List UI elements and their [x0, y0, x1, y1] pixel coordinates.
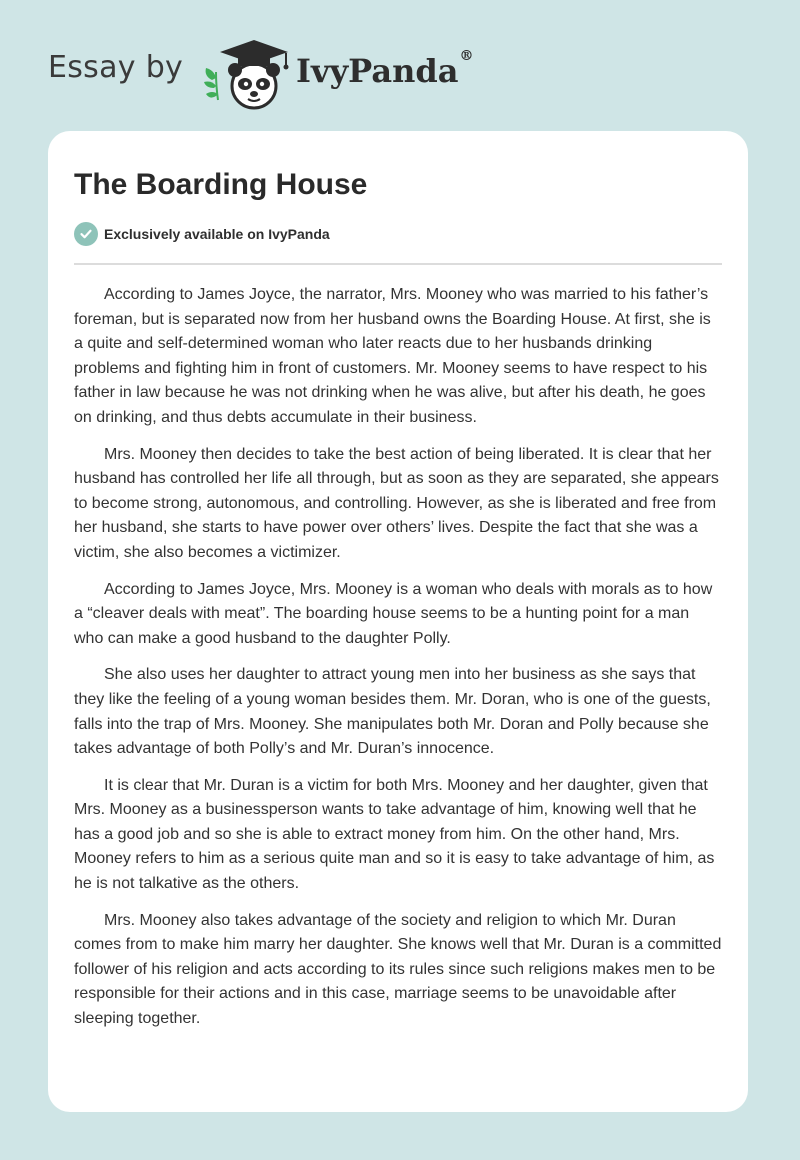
exclusive-badge — [74, 221, 722, 247]
essay-body — [74, 283, 722, 1032]
essay-title: The Boarding House — [74, 168, 368, 201]
exclusive-badge-text: Exclusively available on IvyPanda — [104, 226, 330, 242]
brand-text: IvyPanda — [296, 52, 459, 90]
essay-paragraph: Mrs. Mooney also takes advantage of the society and religion to which Mr. Duran comes from to make him marry her daughter. She knows well that Mr. Duran is a committed follower of his religion and acts according to its rules since such religions makes men to be responsible for their actions and in this case, marriage seems to be unavoidable after sleeping together. — [74, 911, 722, 1028]
essay-card — [48, 131, 748, 1112]
title-divider — [74, 263, 722, 265]
essay-by-label: Essay by — [48, 50, 184, 85]
ivypanda-logo-icon[interactable] — [202, 36, 294, 110]
brand-name[interactable] — [296, 48, 474, 90]
essay-paragraph: It is clear that Mr. Duran is a victim for both Mrs. Mooney and her daughter, given that Mrs. Mooney as a businessperson wants to take advantage of him, knowing well that he has a good job and so she is able to extract money from him. On the other hand, Mrs. Mooney refers to him as a serious quite man and so it is easy to take advantage of him, as he is not talkative as the others. — [74, 776, 715, 893]
registered-mark: ® — [459, 48, 474, 64]
essay-paragraph: According to James Joyce, the narrator, Mrs. Mooney who was married to his father’s foreman, but is separated now from her husband owns the Boarding House. At first, she is a quite and self-determined woman who later reacts due to her husbands drinking problems and fighting him in front of customers. Mr. Mooney seems to have respect to his father in law because he was not drinking when he was alive, but after his death, he goes on drinking, and thus debts accumulate in their business. — [74, 286, 711, 426]
ivy-leaf-icon — [204, 68, 218, 100]
essay-paragraph: According to James Joyce, Mrs. Mooney is a woman who deals with morals as to how a “cleaver deals with meat”. The boarding house seems to be a hunting point for a man who can make a good husband to the daughter Polly. — [74, 580, 713, 647]
essay-paragraph: She also uses her daughter to attract young men into her business as she says that they like the feeling of a young woman besides them. Mr. Doran, who is one of the guests, falls into the trap of Mrs. Mooney. She manipulates both Mr. Doran and Polly because she takes advantage of both Polly’s and Mr. Duran’s innocence. — [74, 666, 711, 758]
essay-paragraph: Mrs. Mooney then decides to take the best action of being liberated. It is clear that her husband has controlled her life all through, but as soon as they are separated, she appears to become strong, autonomous, and controlling. However, as she is liberated and free from her husband, she starts to have power over others’ lives. Despite the fact that she was a victim, she also becomes a victimizer. — [74, 445, 719, 561]
site-header — [0, 0, 800, 130]
checkmark-icon — [74, 222, 98, 246]
